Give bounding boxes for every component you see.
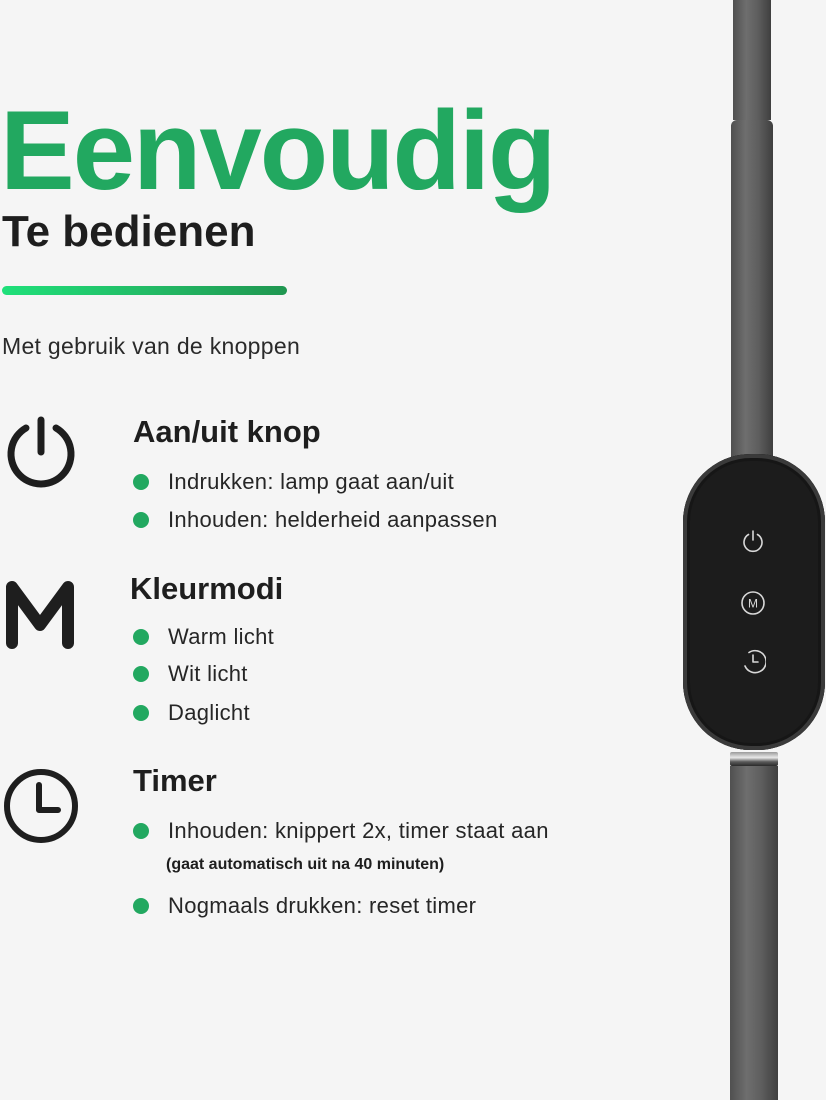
list-item <box>133 893 476 919</box>
lamp-pole-collar <box>730 752 778 766</box>
bullet-text: Inhouden: knippert 2x, timer staat aan <box>168 818 549 843</box>
bullet-dot <box>133 898 149 914</box>
bullet-text: Indrukken: lamp gaat aan/uit <box>168 469 455 494</box>
section-title-color-modes: Kleurmodi <box>130 571 284 606</box>
power-icon <box>740 528 766 554</box>
list-item <box>133 507 498 533</box>
section-title-timer: Timer <box>133 763 217 798</box>
lamp-pole-taper <box>731 120 773 460</box>
bullet-text: Wit licht <box>168 661 248 686</box>
bullet-dot <box>133 512 149 528</box>
list-item <box>133 469 454 495</box>
power-button[interactable] <box>740 528 766 554</box>
subheadline: Te bedienen <box>2 207 256 256</box>
clock-icon <box>2 767 80 845</box>
intro-text: Met gebruik van de knoppen <box>2 333 301 359</box>
bullet-dot <box>133 823 149 839</box>
bullet-text: Inhouden: helderheid aanpassen <box>168 507 498 532</box>
list-item <box>133 818 549 844</box>
timer-icon <box>740 648 766 674</box>
mode-button-letter: M <box>748 596 758 611</box>
lamp-pole-upper <box>733 0 771 120</box>
lamp-pole-lower <box>730 766 778 1100</box>
bullet-dot <box>133 666 149 682</box>
list-item <box>133 700 250 726</box>
mode-button[interactable] <box>740 590 766 616</box>
timer-button[interactable] <box>740 648 766 674</box>
list-item <box>133 661 248 687</box>
list-item <box>133 624 274 650</box>
power-icon <box>2 414 80 492</box>
bullet-text: Nogmaals drukken: reset timer <box>168 893 477 918</box>
accent-underline <box>2 286 287 295</box>
m-letter-icon <box>4 575 76 651</box>
bullet-dot <box>133 629 149 645</box>
timer-note: (gaat automatisch uit na 40 minuten) <box>166 856 445 873</box>
section-title-power: Aan/uit knop <box>133 414 321 449</box>
bullet-text: Daglicht <box>168 700 250 725</box>
bullet-dot <box>133 474 149 490</box>
bullet-text: Warm licht <box>168 624 275 649</box>
lamp-controller <box>683 454 825 750</box>
bullet-dot <box>133 705 149 721</box>
headline: Eenvoudig <box>0 88 555 213</box>
mode-icon <box>740 590 766 616</box>
